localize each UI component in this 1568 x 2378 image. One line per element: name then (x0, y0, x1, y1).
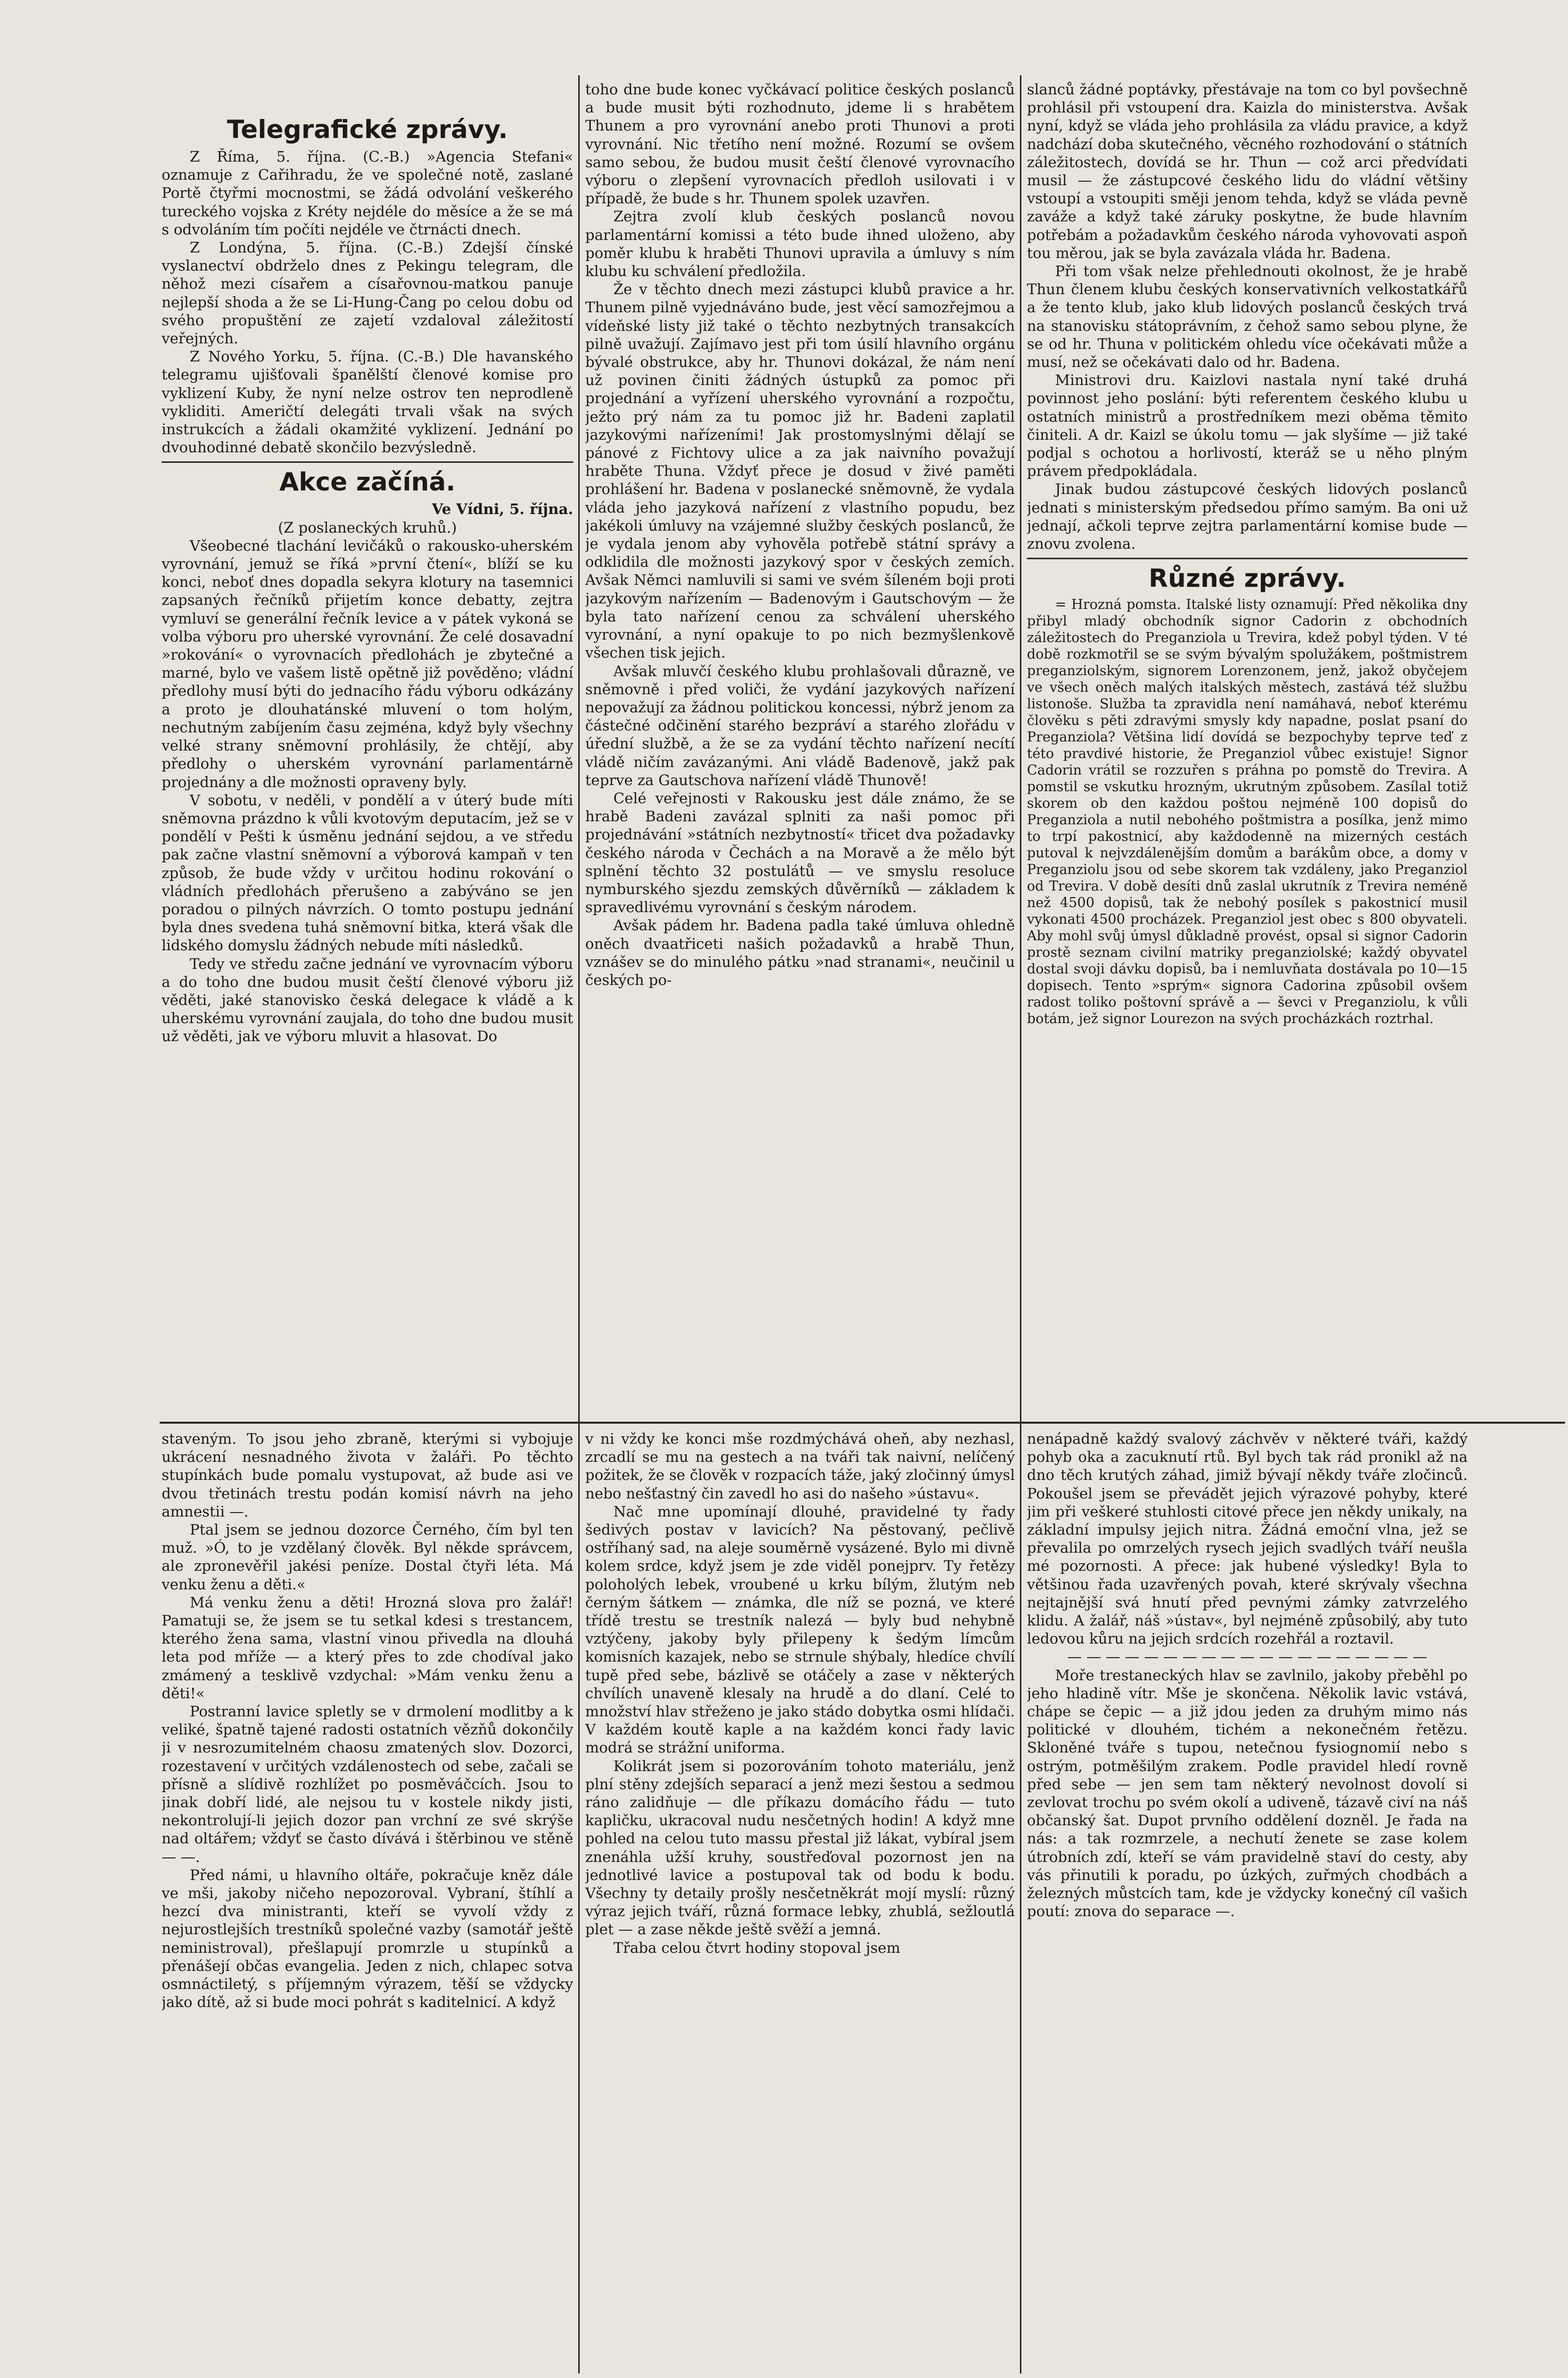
telegrams-heading: Telegrafické zprávy. (227, 115, 508, 144)
column-rule (1020, 75, 1021, 1426)
akce-paragraph-1: Všeobecné tlachání levičáků o rakousko-uherském vyrovnání, jemuž se říká »první čtení«, blíží se ku konci, neboť dnes dopadla sekyra klotury na tasemnici zapsaných řečníků přijetím konce debatty, zejtra vymluví se generální řečník levice a v pátek vykoná se volba výboru pro uherské vyrovnání. Že celé dosavadní »rokování« o vyrovnacích předlohách je zbytečné a marné, bylo ve vašem listě opětně již pověděno; vládní předlohy musí býti do jednacího řádu výboru odkázány a proto je dlouhatánské mluvení o tom holým, nechutným zabíjením času zejména, když byly všechny velké strany sněmovní prohlásily, že chtějí, aby předlohy o uherském vyrovnání parlamentárně projednány a dle možnosti opraveny byly. (162, 537, 573, 791)
col2-paragraph-3: Že v těchto dnech mezi zástupci klubů pravice a hr. Thunem pilně vyjednáváno bude, jest věcí samozřejmou a vídeňské listy již také o těchto nezbytných transakcích pilně uvažují. Zajímavo jest při tom úsilí hlavního orgánu bývalé obstrukce, aby hr. Thunovi dokázal, že nám není už povinen činiti žádných ústupků za pomoc při projednání a vyřízení uherského vyrovnání a rozpočtu, ježto prý nám za tu pomoc již hr. Badeni zaplatil jazykovými nařízeními! Jak prostomyslnými dělají se pánové z Fichtovy ulice a za jak naivního považují hraběte Thuna. Vždyť přece je dosud v živé paměti prohlášení hr. Badena v poslanecké sněmovně, že vydala vláda jeho jazyková nařízení z vlastního popudu, bez jakékoli úmluvy na vzájemné služby českých poslanců, že je vydala jenom aby vyhověla potřebě státní správy a odklidila dle možnosti jazykový spor v českých zemích. Avšak Němci namluvili si sami ve svém šíleném boji proti jazykovým nařízením — Badenovým i Gautschovým — že byla tato nařízení cenou za schválení uherského vyrovnání, a nyní opakuje to po nich bezmyšlenkově všechen tisk jejich. (585, 281, 1015, 662)
akce-heading: Akce začíná. (279, 467, 456, 497)
ruzne-item-pomsta: = Hrozná pomsta. Italské listy oznamují: Před několika dny přibyl mladý obchodník signor Cadorin z obchodních záležitostech do Preganziola u Trevira, kdež pobyl týden. V té době rozkmotřil se se svým bývalým spolužákem, poštmistrem preganziolským, signorem Lorenzonem, jenž, jakož obyčejem ve všech oněch malých italských městech, zastává též službu listonoše. Služba ta zpravidla není namáhavá, neboť kterému člověku s pěti zdravými smysly kdy napadne, poslat psaní do Preganziola? Většina lidí dovídá se bezpochyby teprve teď z této pravdivé historie, že Preganziol vůbec existuje! Signor Cadorin vrátil se rozzuřen s práhna po pomstě do Trevira. A pomstil se vskutku hrozným, ukrutným způsobem. Zasílal totiž skorem ob den každou poštou nejméně 100 dopisů do Preganziola a nutil nebohého poštmistra a posílka, jenž mimo to trpí pakostnicí, aby každodenně na mizerných cestách putoval k nejvzdálenějším domům a barákům obce, a domy v Preganziolu jsou od sebe skorem tak vzdáleny, jako Preganziol od Trevira. V době desíti dnů zaslal ukrutník z Trevira neméně než 4500 dopisů, tak že nebohý posílek s pakostnicí musil vykonati 4500 procházek. Preganziol jest obec s 800 obyvateli. Aby mohl svůj úmysl důkladně provést, opsal si signor Cadorin prostě seznam civilní matriky preganziolské; každý obyvatel dostal svoji dávku dopisů, ba i nemluvňata dostávala po 10—15 dopisech. Tento »sprým« signora Cadorina způsobil ovšem radost toliko poštovní správě a — ševci v Preganziolu, k vůli botám, jež signor Lourezon na svých procházkách roztrhal. (1027, 597, 1468, 1027)
col3-paragraph-1: slanců žádné poptávky, přestávaje na tom co byl povšechně prohlásil při vstoupení dra. Kaizla do ministerstva. Avšak nyní, když se vláda jeho prohlásila za vládu pravice, a když nadchází doba skutečného, věcného rozhodování o státních záležitostech, dovídá se hr. Thun — což arci předvídati musil — že zástupcové českého lidu do vládní většiny vstoupí a vstoupiti směji jenom tehda, když se vláda pevně zaváže a když také záruky poskytne, že bude hlavním potřebám a požadavkům českého národa vyhovovati aspoň tou měrou, jak se byla zavázala vláda hr. Badena. (1027, 81, 1468, 262)
column-rule (578, 75, 580, 1426)
col3-paragraph-3: Ministrovi dru. Kaizlovi nastala nyní také druhá povinnost jeho poslání: býti referentem českého klubu u ostatních ministrů a prostředníkem mezi oběma těmito činiteli. A dr. Kaizl se úkolu tomu — jak slyšíme — již také podjal s ochotou a horlivostí, kteráž se u něho plným právem předpokládala. (1027, 371, 1468, 480)
lower-column-2 (585, 1430, 1015, 2373)
column-rule (578, 1425, 580, 2373)
upper-column-3 (1027, 80, 1468, 1421)
lower2-paragraph-1: v ni vždy ke konci mše rozdmýchává oheň, aby nezhasl, zrcadlí se mu na gestech a na tváři tak naivní, nelíčený požitek, že se člověk v rozpacích táže, jaký zločinný úmysl nebo nešťastný čin zavedl ho asi do našeho »ústavu«. (585, 1430, 1015, 1502)
ruzne-heading: Různé zprávy. (1148, 564, 1346, 593)
telegram-new-york: Z Nového Yorku, 5. října. (C.-B.) Dle havanského telegramu ujišťovali španělští členové komise pro vyklizení Kuby, že nyní nelze ostrov ten neprodleně vykliditi. Američtí delegáti trvali však na svých instrukcích a žádali okamžité vyklizení. Jednání po dvouhodinné debatě skončilo bezvýsledně. (162, 348, 573, 456)
source-line: (Z poslaneckých kruhů.) (278, 519, 457, 536)
dateline: Ve Vídni, 5. října. (432, 500, 573, 518)
column-rule (1020, 1425, 1021, 2373)
lower3-paragraph-1: nenápadně každý svalový záchvěv v některé tváři, každý pohyb oka a zacuknutí rtů. Byl bych tak rád pronikl až na dno těch krutých záhad, jimiž bývají někdy tváře zločinců. Pokoušel jsem se převádět jejich výrazové pohyby, které jim při veškeré stuhlosti citové přece jen někdy unikaly, na základní impulsy jejich nitra. Žádná emoční vlna, jež se převalila po omrzelých rysech jejich svadlých tváří neušla mé pozornosti. A přece: jak hubené výsledky! Byla to většinou řada uzavřených povah, které skrývaly všechna nejtajnější svá hnutí před pevnými zámky zatvrzelého klidu. A žalář, náš »ústav«, byl nejméně způsobilý, aby tuto ledovou kůru na jejich srdcích rozehřál a roztavil. (1027, 1430, 1468, 1648)
upper-column-2 (585, 80, 1015, 1421)
lower-column-3 (1027, 1430, 1468, 2373)
lower2-paragraph-3: Kolikrát jsem si pozorováním tohoto materiálu, jenž plní stěny zdejších separací a jenž mezi šestou a sedmou ráno zalidňuje — dle příkazu domácího řádu — tuto kapličku, ukracoval nudu nesčetných hodin! A když mne pohled na celou tuto massu přestal již lákat, vybíral jsem znenáhla užší kruhy, soustřeďoval pozornost jen na jednotlivé lavice a postupoval tak od bodu k bodu. Všechny ty detaily prošly nesčetněkrát mojí myslí: různý výraz jejich tváří, různá formace lebky, zhublá, sežloutlá plet — a zase někde ještě svěží a jemná. (585, 1757, 1015, 1938)
telegram-rome: Z Říma, 5. října. (C.-B.) »Agencia Stefani« oznamuje z Cařihradu, že ve společné notě, zaslané Portě čtyřmi mocnostmi, se žádá odvolání veškerého tureckého vojska z Kréty nejdéle do měsíce a že se má s odvoláním tím počíti nejdéle ve čtrnácti dnech. (162, 148, 573, 238)
akce-paragraph-3: Tedy ve středu začne jednání ve vyrovnacím výboru a do toho dne budou musit čeští členové výboru již věděti, jaké stanovisko česká delegace k vládě a k uherskému vyrovnání zaujala, do toho dne budou musit už věděti, jak ve výboru mluvit a hlasovat. Do (162, 955, 573, 1045)
lower1-paragraph-2: Ptal jsem se jednou dozorce Černého, čím byl ten muž. »Ó, to je vzdělaný člověk. Byl někde správcem, ale zpronevěřil jakési peníze. Dostal čtyři léta. Má venku ženu a děti.« (162, 1521, 573, 1593)
upper-column-1 (162, 110, 573, 1421)
lower1-paragraph-5: Před námi, u hlavního oltáře, pokračuje kněz dále ve mši, jakoby ničeho nepozoroval. Vybraní, štíhlí a hezcí dva ministranti, kteří se vyvolí vždy z nejurostlejších trestníků společné vazby (samotář ještě neministroval), přešlapují promrzle u stupínků a přenášejí občas evangelia. Jeden z nich, chlapec sotva osmnáctiletý, s příjemným výrazem, těší se vždycky jako dítě, až si bude moci pohrát s kaditelnicí. A když (162, 1866, 573, 2011)
col2-paragraph-6: Avšak pádem hr. Badena padla také úmluva ohledně oněch dvaatřiceti našich požadavků a hrabě Thun, vznášev se do minulého pátku »nad stranami«, neučinil u českých po- (585, 917, 1015, 988)
lower3-paragraph-2: Moře trestaneckých hlav se zavlnilo, jakoby přeběhl po jeho hladině vítr. Mše je skončena. Několik lavic vstává, chápe se čepic — a již jdou jeden za druhým mimo nás politické v dlouhém, tichém a nekonečném řetězu. Skloněné tváře s tupou, netečnou fysiognomií nebo s ostrým, potměšilým zrakem. Podle pravidel hledí rovně před sebe — jen sem tam některý nevolnost dovolí si zevlovat trochu po svém okolí a udiveně, tázavě civí na náš občanský šat. Dupot prvního oddělení dozněl. Je řada na nás: a tak rozmrzele, a nechutí ženete se zase kolem útrobních zdí, kteří se vám pravidelně staví do cesty, aby vás přinutili k poradu, po úzkých, zuřmých chodbách a železných můstcích tam, kde je vždycky konečný cíl vašich poutí: znova do separace —. (1027, 1666, 1468, 1920)
section-break-dashes: — — — — — — — — — — — — — — — — — — — (1067, 1648, 1427, 1666)
col2-paragraph-5: Celé veřejnosti v Rakousku jest dále známo, že se hrabě Badeni zavázal splniti za naši pomoc při projednávání »státních nezbytností« třicet dva požadavky českého národa v Čechách a na Moravě a že mělo být splnění těchto 32 postulátů — ve smyslu resoluce nymburského sjezdu zemských důvěrníků — základem k spravedlivému vyrovnání s českým národem. (585, 789, 1015, 916)
lower2-paragraph-4: Třaba celou čtvrt hodiny stopoval jsem (613, 1939, 900, 1956)
lower1-paragraph-3: Má venku ženu a děti! Hrozná slova pro žalář! Pamatuji se, že jsem se tu setkal kdesi s trestancem, kterého žena sama, vlastní vinou přivedla na dlouhá leta pod mříže — a který přes to zde chodíval jako zmámený a tesklivě vzdychal: »Mám venku ženu a děti!« (162, 1593, 573, 1702)
col2-paragraph-1: toho dne bude konec vyčkávací politice českých poslanců a bude musit býti rozhodnuto, jdeme li s hrabětem Thunem a pro vyrovnání anebo proti Thunovi a proti vyrovnání. Nic třetího není možné. Rozumí se ovšem samo sebou, že budou musit čeští členové vyrovnacího výboru o zlepšení vyrovnacích předloh usilovati i v případě, že bude s hr. Thunem spolek uzavřen. (585, 81, 1015, 207)
lower-column-1 (162, 1430, 573, 2373)
lower1-paragraph-4: Postranní lavice spletly se v drmolení modlitby a k veliké, špatně tajené radosti ostatních vězňů dokončily ji v nesrozumitelném chaosu zmatených slov. Dozorci, rozestavení v určitých vzdálenostech od sebe, začali se přísně a slídivě rozhlížet po posměváčcích. Jsou to jinak dobří lidé, ale nejsou tu v kostele nikdy jisti, nekontrolují-li jejich dozor pan vrchní ze své skrýše nad oltářem; vždyť se často dívává i štěrbinou ve stěně — —. (162, 1703, 573, 1865)
telegram-london: Z Londýna, 5. října. (C.-B.) Zdejší čínské vyslanectví obdrželo dnes z Pekingu telegram, dle něhož mezi císařem a císařovnou-matkou panuje nejlepší shoda a že se Li-Hung-Čang po celou dobu od svého propuštění ze zajetí vzdaloval záležitostí veřejných. (162, 239, 573, 347)
col2-paragraph-2: Zejtra zvolí klub českých poslanců novou parlamentární komissi a této bude ihned uloženo, aby poměr klubu k hraběti Thunovi upravila a úmluvy s ním klubu ku schválení předložila. (585, 208, 1015, 280)
lower1-paragraph-1: staveným. To jsou jeho zbraně, kterými si vybojuje ukrácení nesnadného života v žaláři. Po těchto stupínkách bude pomalu vystupovat, až bude asi ve dvou třetinách trestu podán komisí návrh na jeho amnestii —. (162, 1430, 573, 1520)
lower2-paragraph-2: Nač mne upomínají dlouhé, pravidelné ty řady šedivých postav v lavicích? Na pěstovaný, pečlivě ostříhaný sad, na aleje souměrně vysázené. Bylo mi divně kolem srdce, když jsem je zde viděl ponejprv. Ty řetězy poloholých lebek, vroubené u krku bílým, žlutým neb černým šátkem — známka, dle níž se pozná, ve které třídě trestu se trestník nalezá — byly bud nehybně vztýčeny, jakoby byly přilepeny k šedým límcům komisních kazajek, nebo se strnule shýbaly, hledíce chvílí tupě před sebe, bázlivě se otáčely a zase v některých chvílích unaveně klesaly na hrudě a do dlaní. Celé to množství hlav střeženo je jako stádo dobytka osmi hlídači. V každém koutě kaple a na každém konci řady lavic modrá se strážní uniforma. (585, 1503, 1015, 1757)
col2-paragraph-4: Avšak mluvčí českého klubu prohlašovali důrazně, ve sněmovně i před voliči, že vydání jazykových nařízení nepovažují za žádnou politickou koncessi, nýbrž jenom za částečné odčinění starého bezpráví a starého zlořádu v úřední službě, a že se za vydání těchto nařízení necítí vládě ničím zavázanými. Ani vládě Badenově, jakž pak teprve za Gautschova nařízení vládě Thunově! (585, 662, 1015, 789)
col3-paragraph-4: Jinak budou zástupcové českých lidových poslanců jednati s ministerským předsedou přímo samým. Ba oni už jednají, ačkoli teprve zejtra parlamentární komise bude — znovu zvolena. (1027, 480, 1468, 553)
section-divider (160, 1422, 1565, 1424)
akce-paragraph-2: V sobotu, v neděli, v pondělí a v úterý bude míti sněmovna prázdno k vůli kvotovým deputacím, jež se v pondělí v Pešti k úsměnu jednání sejdou, a ve středu pak začne vlastní sněmovní a výborová kampaň v ten způsob, že bude vždy v určitou hodinu rokování o vládních předlohách přerušeno a zabýváno se jen poradou o pilných návrzích. O tomto postupu jednání byla dnes svedena tuhá sněmovní bitka, která však dle lidského domyslu žádných nebude míti následků. (162, 791, 573, 954)
col3-paragraph-2: Při tom však nelze přehlednouti okolnost, že je hrabě Thun členem klubu českých konservativních velkostatkářů a že tento klub, jako klub lidových poslanců českých trvá na stanovisku státoprávním, z čehož samo sebou plyne, že se od hr. Thuna v politickém ohledu více očekávati může a musí, než se očekávati dalo od hr. Badena. (1027, 263, 1468, 371)
